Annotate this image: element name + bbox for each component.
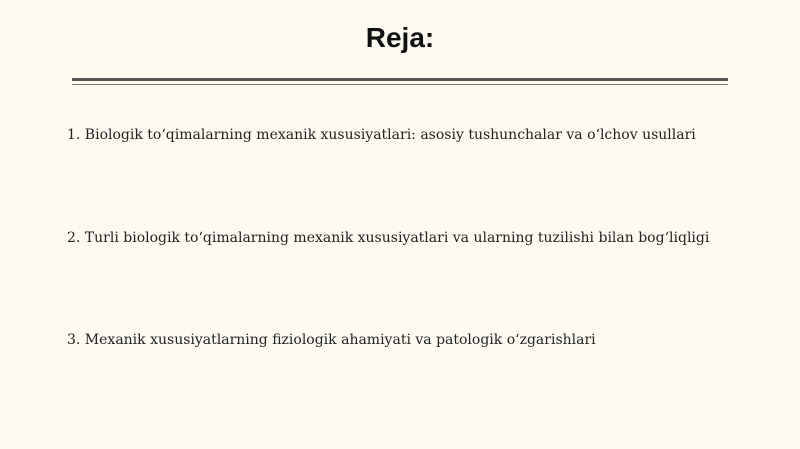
plan-item-3: 3. Mexanik xususiyatlarning fiziologik ahamiyati va patologik o‘zgarishlari <box>67 332 596 348</box>
title-divider-thick <box>72 78 728 81</box>
plan-item-1: 1. Biologik to‘qimalarning mexanik xususiyatlari: asosiy tushunchalar va o‘lchov usullari <box>67 127 696 143</box>
slide-title: Reja: <box>365 22 435 53</box>
title-divider-thin <box>72 84 728 85</box>
plan-item-2: 2. Turli biologik to‘qimalarning mexanik xususiyatlari va ularning tuzilishi bilan bog‘liqligi <box>67 230 710 246</box>
